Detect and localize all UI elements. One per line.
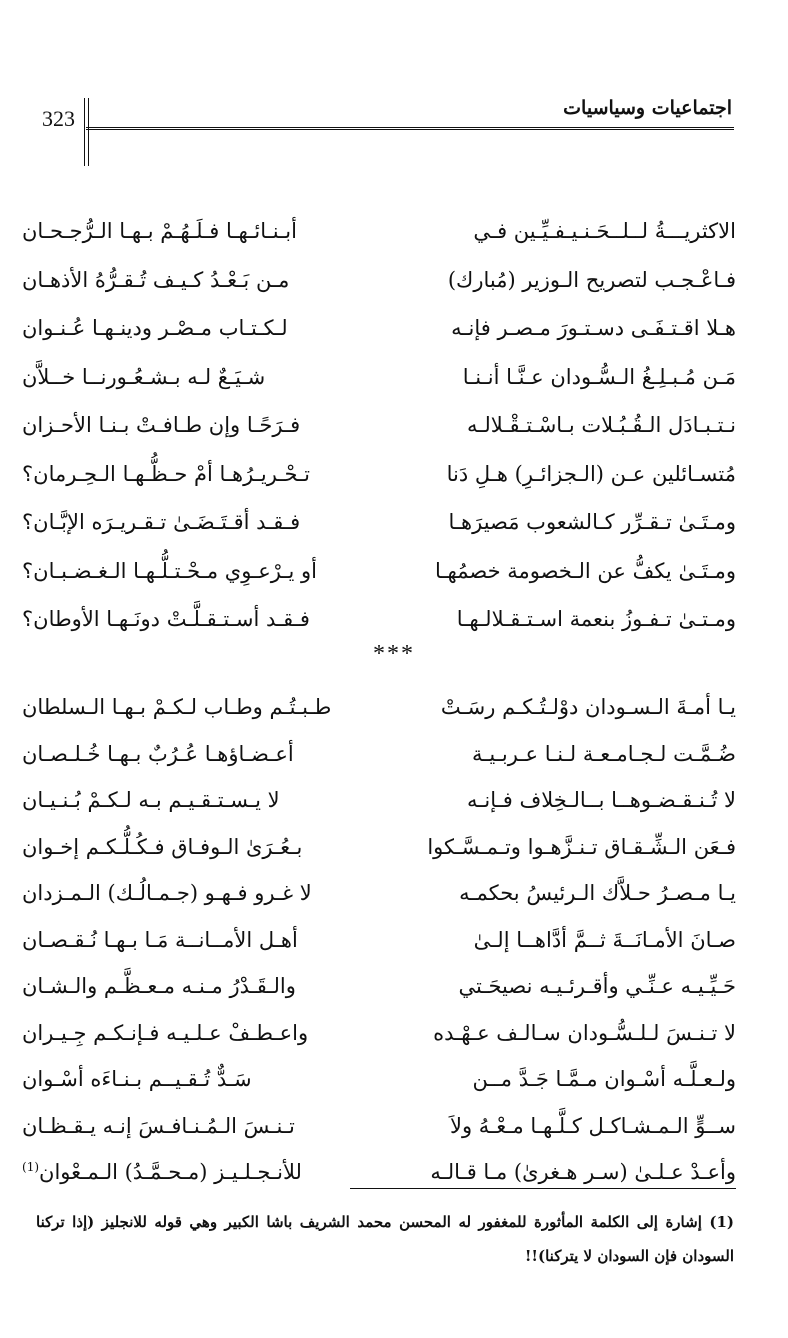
verse-first-half: هـلا اقـتـفَـى دسـتـورَ مـصـر فإنـه [451, 316, 736, 341]
verse [22, 731, 736, 778]
section-separator: *** [373, 641, 415, 667]
footnote-marker: (1) [22, 1160, 40, 1175]
verse-first-half: ســوٍّ الـمـشـاكـل كـلَّـهـا مـعْـهُ ولاَ [449, 1113, 736, 1138]
verse-first-half: ومـتَـىٰ يكفُّ عن الـخصومة خصمُهـا [434, 558, 736, 583]
footnote: (1) إشارة إلى الكلمة المأثورة للمغفور له المحسن محمد الشريف باشا الكبير وهي قوله للانجليز (إذا تركنا السودان فإن السودان لا يتركنا)!! [36, 1213, 734, 1265]
verse [22, 777, 736, 824]
footnote-divider [350, 1188, 736, 1189]
verse [22, 870, 736, 917]
running-title: اجتماعيات وسياسيات [563, 97, 732, 119]
verse [22, 450, 736, 499]
verse-first-half: ضُـمَّـت لـجـامـعـة لـنـا عـربـيـة [472, 741, 736, 766]
verse [22, 547, 736, 596]
verse-first-half: الاكثريـــةُ لــلــحَـنـيـفـيِّـين فـي [473, 219, 736, 244]
verse-second-half: لـكـتـاب مـصْـر ودينـهـا عُـنـوان [22, 316, 288, 341]
header-divider [86, 127, 734, 130]
header-vertical-divider [84, 98, 89, 166]
verse-second-half: فـقـد أسـتـقـلَّـتْ دونَـهـا الأوطان؟ [22, 607, 310, 632]
verse-first-half: فـاعْـجـب لتصريح الـوزير (مُبارك) [447, 267, 736, 292]
verse-first-half: نـتـبـادَل الـقُـبُـلات بـاسْـتـقْـلالـه [466, 413, 736, 438]
verse-second-half: والـقَـدْرُ مـنـه مـعـظَّـم والـشـان [22, 974, 296, 999]
verse-first-half: لا تـنـسَ لـلـسُّـودان سـالـف عـهْـده [433, 1020, 736, 1045]
verse-second-half: بـعُـرَىٰ الـوفـاق فـكُـلُّـكـم إخـوان [22, 834, 303, 859]
verse-second-half: أبـنـائـهـا فـلَـهُـمْ بـهـا الـرُّجـحـان [22, 219, 297, 244]
verse-first-half: مُتسـائلين عـن (الـجزائـرِ) هـلِ دَنا [446, 461, 736, 486]
verse [22, 256, 736, 305]
verse-second-half: سَـدٌّ تُـقـيــم بـنـاءَه أسْـوان [22, 1067, 252, 1092]
verse [22, 353, 736, 402]
verse-second-half: فـقـد أقـتَـضَـىٰ تـقـريـرَه الإبَّـان؟ [22, 510, 301, 535]
verse-first-half: ومـتَـىٰ تـقـرِّر كـالشعوب مَصيرَهـا [448, 510, 736, 535]
verse-first-half: مَـن مُـبـلِـغُ الـسُّـودان عـنَّـا أنـنـا [462, 364, 736, 389]
verse-second-half: واعـطـفْ عـلـيـه فـإنـكـم جِـيـران [22, 1020, 309, 1045]
verse [22, 498, 736, 547]
verse-second-half: مـن بَـعْـدُ كـيـف تُـقـرُّهُ الأذهـان [22, 267, 290, 292]
verse-first-half: وأعـدْ عـلـىٰ (سـر هـغرىٰ) مـا قـالـه [430, 1160, 736, 1185]
verse-second-half: أهـل الأمــانــة مَـا بـهـا نُـقـصـان [22, 927, 298, 952]
poem-one [22, 207, 736, 644]
verse-first-half: ولـعـلَّـه أسْـوان مـمَّـا جَـدَّ مــن [472, 1067, 736, 1092]
verse [22, 401, 736, 450]
verse-second-half: لا غـرو فـهـو (جـمـالُـك) الـمـزدان [22, 881, 312, 906]
verse-second-half: شـيَـعٌ لـه بـشـعُـورنــا خــلاَّن [22, 364, 266, 389]
page-number: 323 [42, 106, 75, 131]
verse [22, 917, 736, 964]
verse [22, 824, 736, 871]
verse [22, 1103, 736, 1150]
verse-second-half-text: للأنـجـلـيـز (مـحـمَّـدُ) الـمـعْوان [39, 1160, 302, 1185]
verse [22, 595, 736, 644]
verse [22, 304, 736, 353]
verse-first-half: حَـيِّـيـه عـنِّـي وأقـرئـيـه نصيحَـتي [458, 974, 736, 999]
verse [22, 207, 736, 256]
verse-first-half: لا تُـنـقـضـوهــا بــالـخِلاف فـإنـه [466, 788, 736, 813]
verse-second-half: أو يـرْعـوِي مـحْـتـلُّـهـا الـغـضـبـان؟ [22, 558, 317, 583]
verse-second-half: لا يـسـتـقـيـم بـه لـكـمْ بُـنـيـان [22, 788, 280, 813]
verse-second-half: تـنـسَ الـمُـنـافـسَ إنـه يـقـظـان [22, 1113, 295, 1138]
verse-second-half: أعـضـاؤهـا عُـرُبٌ بـهـا خُـلـصـان [22, 741, 294, 766]
poem-two [22, 684, 736, 1196]
verse-first-half: فـعَن الـشِّـقـاق تـنـزَّهـوا وتـمـسَّـكوا [427, 834, 736, 859]
verse-second-half: تـحْـريـرُهـا أمْ حـظُّـهـا الـحِـرمان؟ [22, 461, 311, 486]
verse-first-half: يـا مـصـرُ حـلاَّك الـرئيسُ بحكمـه [459, 881, 736, 906]
verse [22, 684, 736, 731]
verse-first-half: ومـتـىٰ تـفـوزُ بنعمة اسـتـقـلالـهـا [456, 607, 736, 632]
verse-second-half [22, 1160, 362, 1184]
verse-second-half: طـبـتُـم وطـاب لـكـمْ بـهـا الـسلطان [22, 695, 332, 720]
verse-first-half: يـا أمـةَ الـسـودان دوْلـتُـكـم رسَـتْ [440, 695, 736, 720]
verse [22, 963, 736, 1010]
verse-first-half: صـانَ الأمـانَــةَ ثــمَّ أدَّاهــا إلـىٰ [473, 927, 736, 952]
verse [22, 1010, 736, 1057]
verse [22, 1056, 736, 1103]
verse-second-half: فـرَحًـا وإن طـافـتْ بـنـا الأحـزان [22, 413, 301, 438]
